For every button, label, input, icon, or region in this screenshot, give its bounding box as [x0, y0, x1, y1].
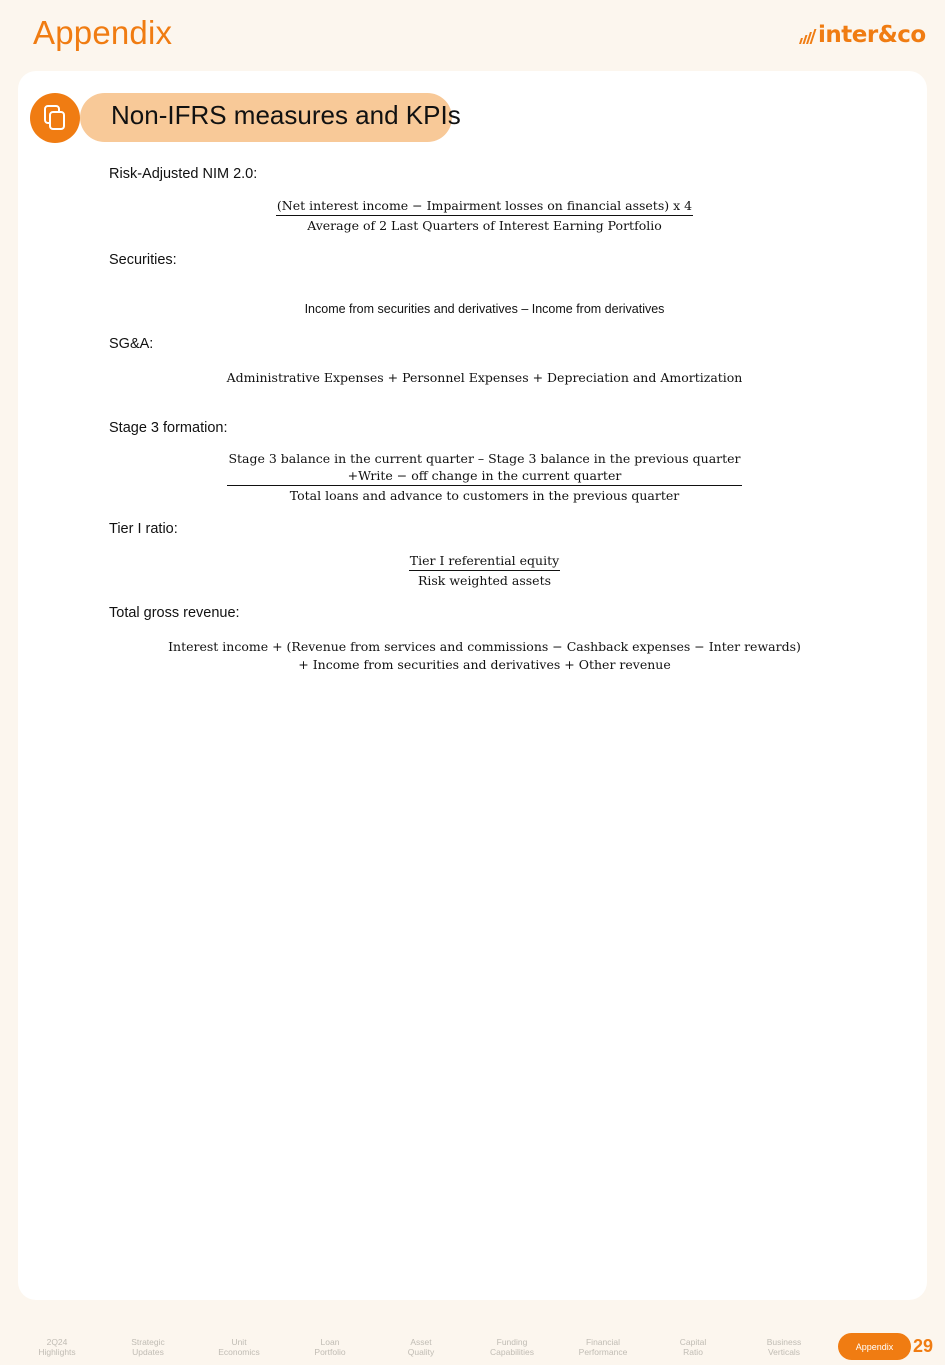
logo-text: inter&co — [818, 22, 926, 48]
page-title: Appendix — [33, 14, 173, 51]
formula-numerator: (Net interest income − Impairment losses on financial assets) x 4 — [276, 198, 693, 216]
formula-numerator-line2: +Write − off change in the current quarter — [347, 468, 622, 483]
risk-adjusted-nim-label: Risk-Adjusted NIM 2.0: — [109, 166, 258, 182]
formula-numerator — [227, 451, 741, 486]
nav-item-funding-capabilities[interactable]: Funding Capabilities — [490, 1337, 534, 1357]
risk-adjusted-nim-formula — [0, 198, 945, 233]
formula-line1: Interest income + (Revenue from services and commissions − Cashback expenses − Inter rewards) — [168, 639, 801, 654]
copy-icon — [30, 93, 80, 143]
section-title: Non-IFRS measures and KPIs — [111, 100, 461, 130]
securities-label: Securities: — [109, 252, 177, 268]
nav-item-unit-economics[interactable]: Unit Economics — [218, 1337, 260, 1357]
formula-numerator-line1: Stage 3 balance in the current quarter – Stage 3 balance in the previous quarter — [228, 451, 741, 466]
nav-item-financial-performance[interactable]: Financial Performance — [578, 1337, 628, 1357]
nav-item-2q24-highlights[interactable]: 2Q24 Highlights — [38, 1337, 76, 1357]
total-gross-revenue-label: Total gross revenue: — [109, 605, 240, 621]
company-logo — [800, 20, 926, 50]
nav-item-loan-portfolio[interactable]: Loan Portfolio — [314, 1337, 346, 1357]
nav-item-asset-quality[interactable]: Asset Quality — [407, 1337, 435, 1357]
nav-item-capital-ratio[interactable]: Capital Ratio — [679, 1337, 707, 1357]
stage3-formation-label: Stage 3 formation: — [109, 420, 228, 436]
tier1-ratio-formula — [0, 553, 945, 588]
sga-label: SG&A: — [109, 336, 154, 352]
total-gross-revenue-formula — [0, 639, 945, 672]
formula-numerator: Tier I referential equity — [409, 553, 560, 571]
nav-item-appendix[interactable]: Appendix — [838, 1333, 911, 1360]
formula-denominator: Average of 2 Last Quarters of Interest Earning Portfolio — [307, 218, 662, 233]
nav-item-strategic-updates[interactable]: Strategic Updates — [131, 1337, 165, 1357]
formula-denominator: Risk weighted assets — [417, 573, 552, 588]
logo-stripes-icon — [800, 26, 814, 44]
formula-line2: + Income from securities and derivatives + Other revenue — [298, 657, 671, 672]
nav-item-business-verticals[interactable]: Business Verticals — [766, 1337, 802, 1357]
sga-formula: Administrative Expenses + Personnel Expenses + Depreciation and Amortization — [226, 370, 743, 385]
stage3-formation-formula — [0, 451, 945, 503]
tier1-ratio-label: Tier I ratio: — [109, 521, 178, 537]
page-number: 29 — [913, 1336, 934, 1356]
securities-formula: Income from securities and derivatives – Income from derivatives — [304, 302, 665, 316]
formula-denominator: Total loans and advance to customers in the previous quarter — [289, 488, 680, 503]
